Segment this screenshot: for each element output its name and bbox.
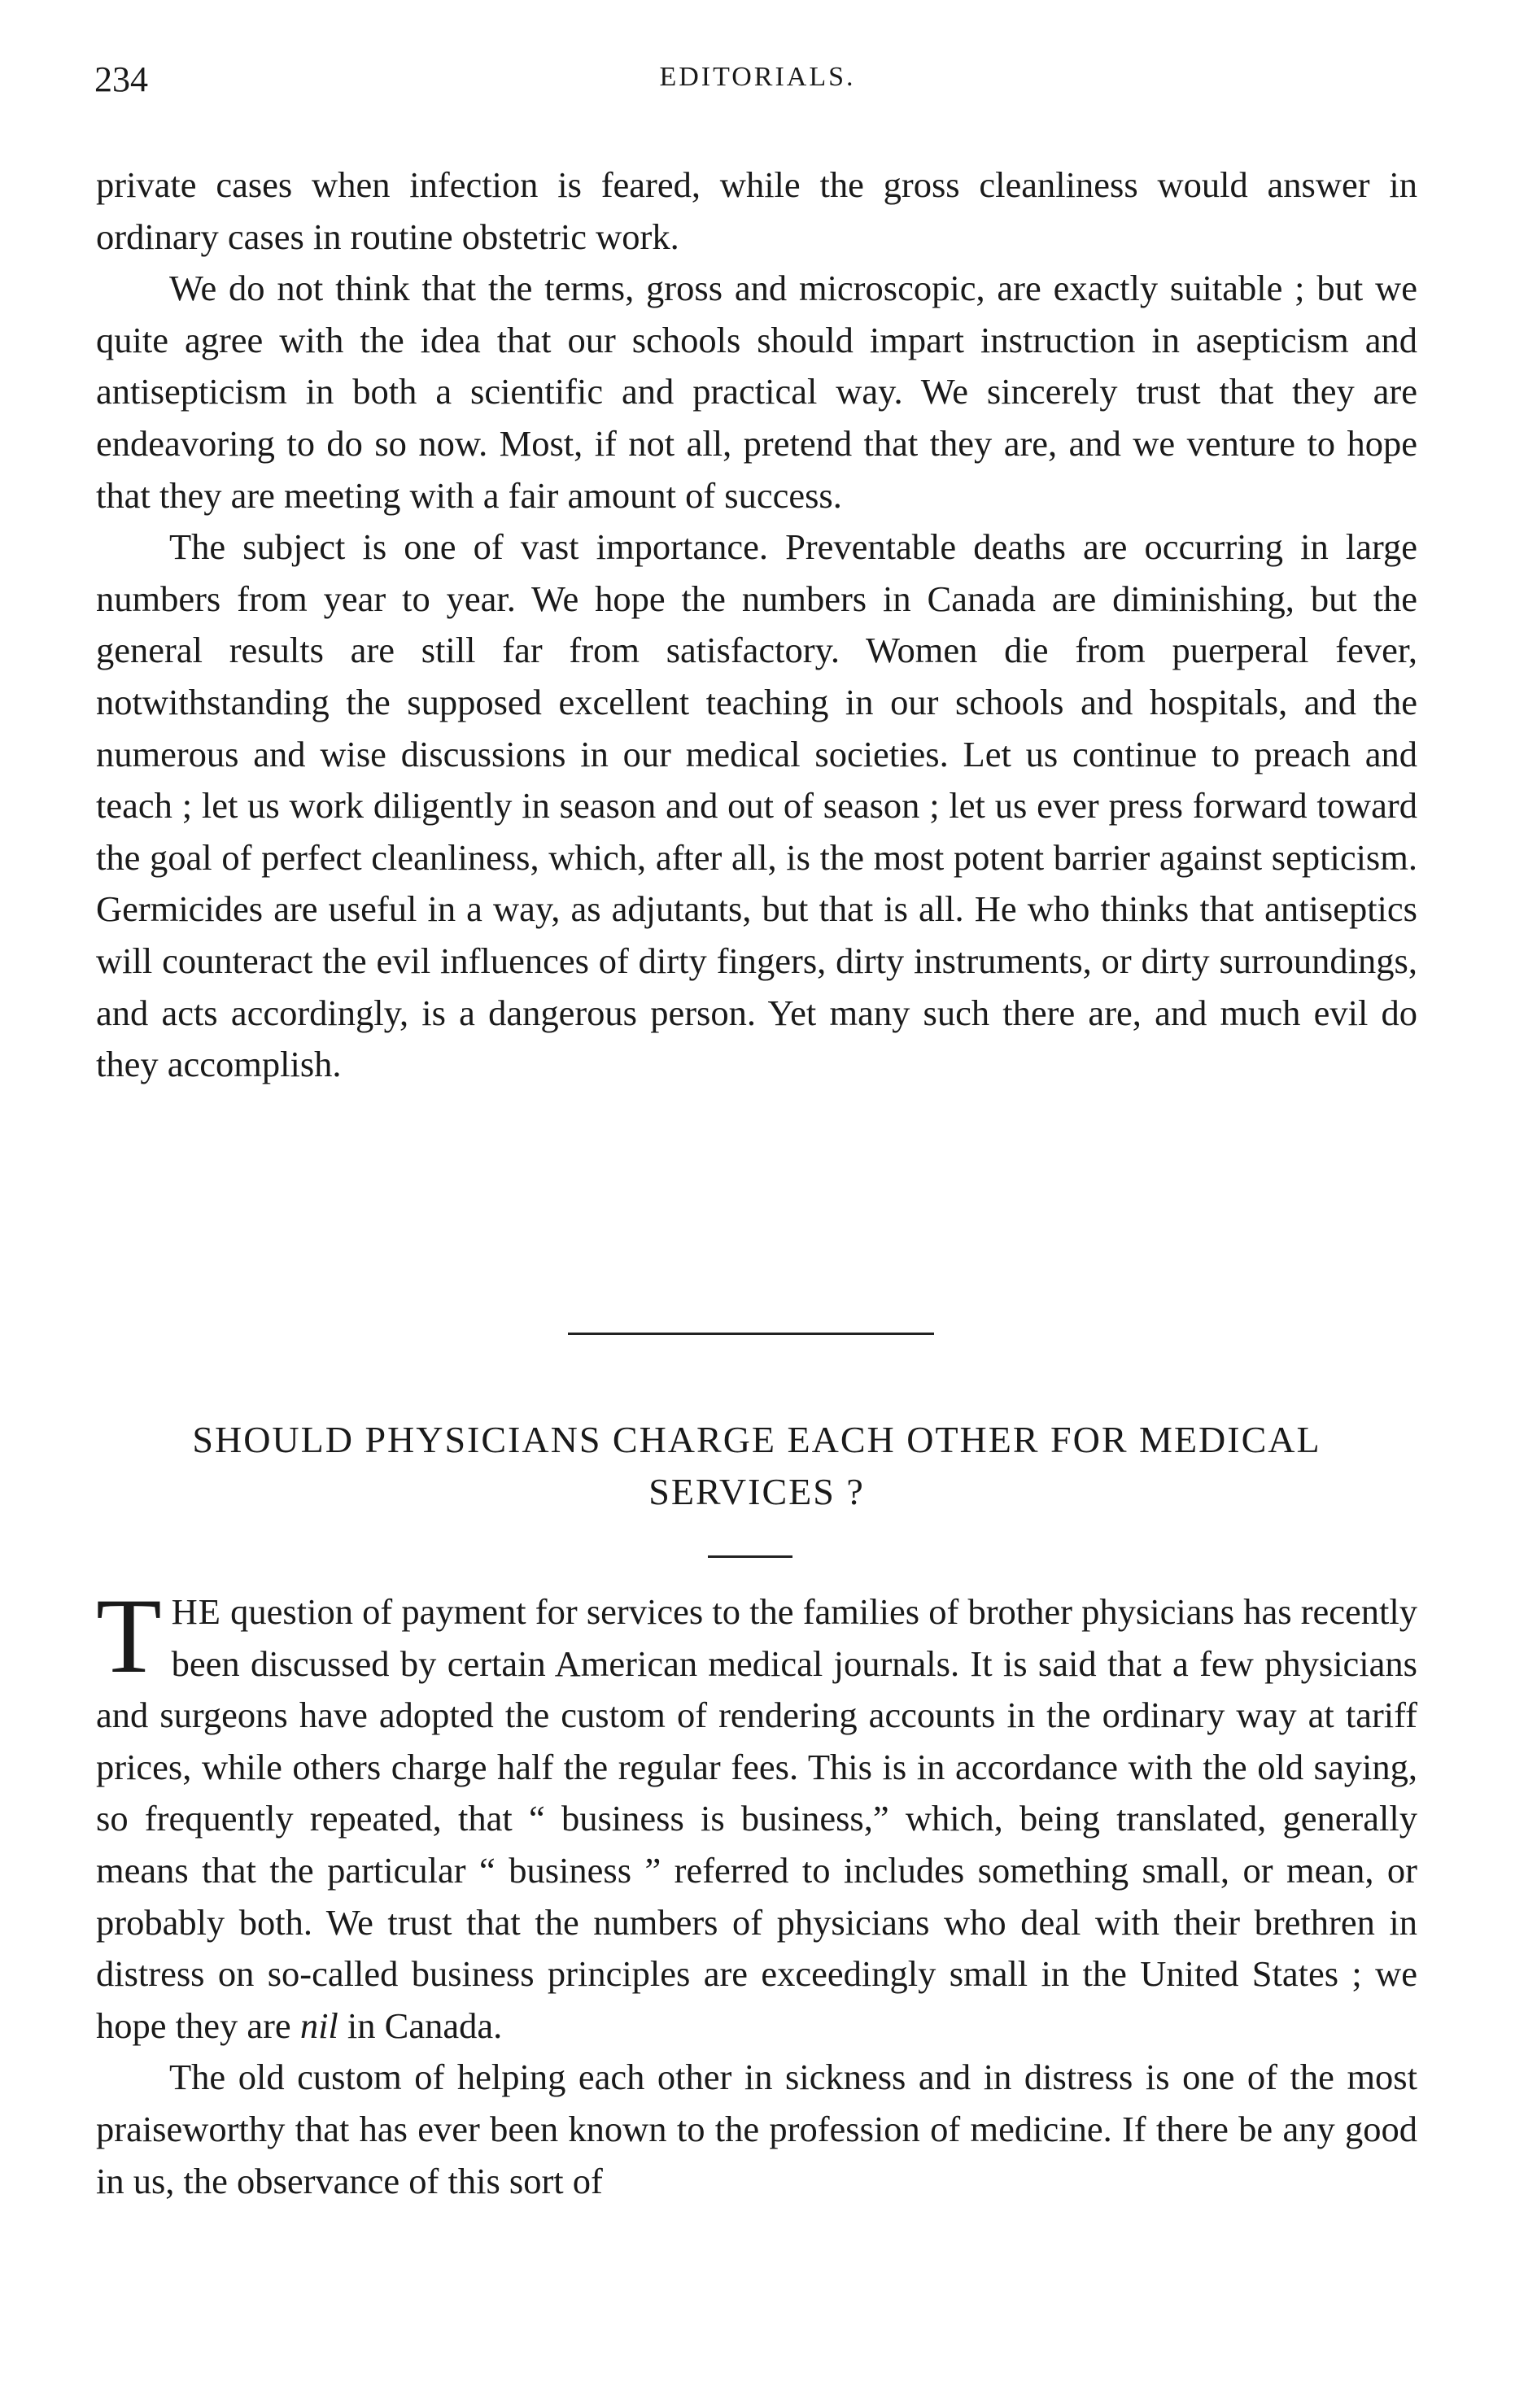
running-title: EDITORIALS.: [659, 62, 856, 92]
running-head: [94, 59, 1421, 107]
paragraph-old-custom: The old custom of helping each other in sickness and in distress is one of the most praiseworthy that has ever been known to the profession of medicine. If there be any good in us, the observance of this sort of: [96, 2057, 1417, 2201]
paragraph-continued: private cases when infection is feared, while the gross cleanliness would answer in ordinary cases in routine obstetric work.: [96, 164, 1417, 257]
paragraph-question-text: question of payment for services to the families of brother physicians has recently been discussed by certain American medical journals. It is said that a few physicians and surgeons have adopted the custom of rendering accounts in the ordinary way at tariff prices, while others charge half the regular fees. This is in accordance with the old saying, so frequently repeated, that “ business is business,” which, being translated, generally means that the particular “ business ” referred to includes something small, or mean, or probably both. We trust that the numbers of physicians who deal with their brethren in distress on so-called business principles are exceedingly small in the United States ; we hope they are: [96, 1591, 1417, 2046]
section-divider: [568, 1333, 934, 1335]
editorial-continued-text: [96, 159, 1417, 1091]
page-number: 234: [94, 59, 148, 99]
lead-word: HE: [171, 1591, 221, 1632]
heading-rule: [708, 1555, 792, 1558]
paragraph-question: [96, 1576, 1417, 2052]
section-heading: SHOULD PHYSICIANS CHARGE EACH OTHER FOR MEDICAL SERVICES ?: [192, 1419, 1321, 1512]
paragraph-importance: The subject is one of vast importance. Preventable deaths are occurring in large numbers from year to year. We hope the numbers in Canada are diminishing, but the general results are still far from satisfactory. Women die from puerperal fever, notwithstanding the supposed excellent teaching in our schools and hospitals, and the numerous and wise discussions in our medical societies. Let us continue to preach and teach ; let us work diligently in season and out of season ; let us ever press forward toward the goal of perfect cleanliness, which, after all, is the most potent barrier against septicism. Germicides are useful in a way, as adjutants, but that is all. He who thinks that antiseptics will counteract the evil influences of dirty fingers, dirty instruments, or dirty surroundings, and acts accordingly, is a dangerous person. Yet many such there are, and much evil do they accomplish.: [96, 526, 1417, 1085]
italic-word: nil: [299, 2004, 338, 2046]
new-editorial-text: [96, 1576, 1417, 2207]
drop-cap: T: [96, 1576, 162, 1695]
paragraph-question-end: in Canada.: [338, 2004, 503, 2046]
paragraph-terms: We do not think that the terms, gross and microscopic, are exactly suitable ; but we quite agree with the idea that our schools should impart instruction in asepticism and antisepticism in both a scientific and practical way. We sincerely trust that they are endeavoring to do so now. Most, if not all, pretend that they are, and we venture to hope that they are meeting with a fair amount of success.: [96, 268, 1417, 516]
